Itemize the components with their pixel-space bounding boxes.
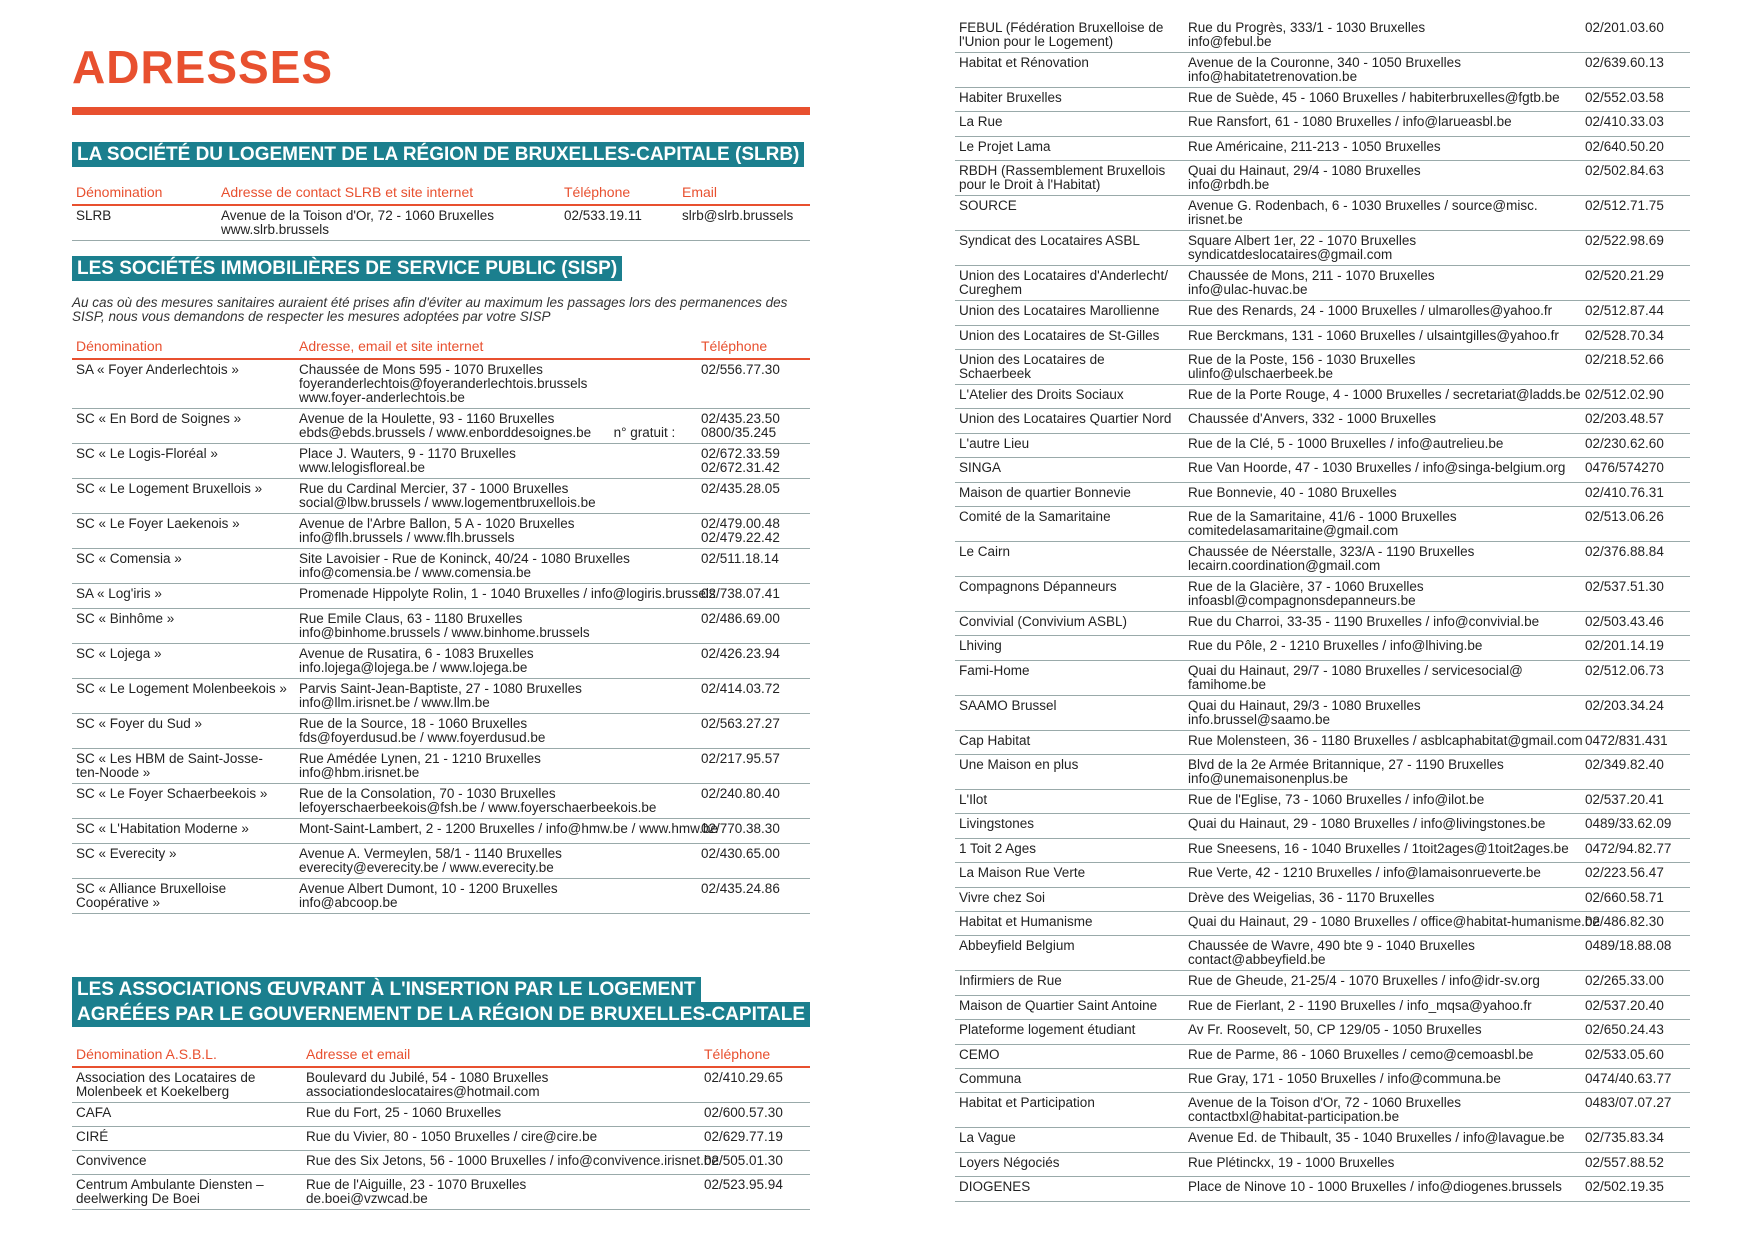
cell-phone: 02/513.06.26 — [1585, 508, 1664, 524]
table-row — [955, 1177, 1690, 1201]
cell-address: Rue de Fierlant, 2 - 1190 Bruxelles / info_mqsa@yahoo.fr — [1188, 997, 1532, 1013]
cell-name: CIRÉ — [76, 1129, 109, 1144]
table-row — [955, 611, 1690, 635]
cell-address: Avenue de la Couronne, 340 - 1050 Bruxelles info@habitatetrenovation.be — [1188, 55, 1461, 84]
table-row — [72, 844, 810, 879]
cell-name: Loyers Négociés — [959, 1154, 1060, 1170]
cell-phone: 02/426.23.94 — [701, 646, 780, 661]
cell-name: Comité de la Samaritaine — [959, 508, 1111, 524]
table-row — [955, 325, 1690, 349]
cell-phone: 02/240.80.40 — [701, 786, 780, 801]
cell-address: Rue du Fort, 25 - 1060 Bruxelles — [306, 1105, 502, 1120]
table-row — [955, 730, 1690, 754]
table-row — [72, 714, 810, 749]
cell-address: Rue de la Clé, 5 - 1000 Bruxelles / info@autrelieu.be — [1188, 435, 1504, 451]
cell-address: Rue de la Consolation, 70 - 1030 Bruxelles lefoyerschaerbeekois@fsh.be / www.foyerschaerbeekois.be — [299, 786, 657, 815]
slrb-table — [72, 180, 810, 241]
cell-name: SC « Le Foyer Schaerbeekois » — [76, 786, 268, 801]
cell-address: Rue de Parme, 86 - 1060 Bruxelles / cemo@cemoasbl.be — [1188, 1046, 1534, 1062]
cell-phone: 02/203.48.57 — [1585, 411, 1664, 427]
cell-phone: 02/511.18.14 — [701, 551, 779, 566]
cell-name: CEMO — [959, 1046, 1000, 1062]
cell-address: Chaussée de Mons 595 - 1070 Bruxelles foyeranderlechtois@foyeranderlechtois.brussels www.foyer-anderlechtois.be — [299, 362, 588, 405]
cell-name: 1 Toit 2 Ages — [959, 840, 1037, 856]
cell-phone: 02/533.19.11 — [564, 208, 642, 223]
cell-phone: 02/770.38.30 — [701, 821, 780, 836]
cell-address: Mont-Saint-Lambert, 2 - 1200 Bruxelles / info@hmw.be / www.hmw.be — [299, 821, 718, 836]
cell-phone: 02/410.33.03 — [1585, 114, 1664, 130]
cell-phone: 0474/40.63.77 — [1585, 1070, 1672, 1086]
table-row — [955, 409, 1690, 433]
table-row — [72, 444, 810, 479]
cell-address: Boulevard du Jubilé, 54 - 1080 Bruxelles associationdeslocataires@hotmail.com — [306, 1070, 549, 1099]
cell-phone: 02/410.76.31 — [1585, 484, 1664, 500]
cell-phone: 0472/94.82.77 — [1585, 840, 1672, 856]
cell-phone: 02/520.21.29 — [1585, 268, 1664, 284]
cell-address: Rue de la Glacière, 37 - 1060 Bruxelles infoasbl@compagnonsdepanneurs.be — [1188, 578, 1424, 608]
table-row — [72, 784, 810, 819]
sisp-note: Au cas où des mesures sanitaires auraient été prises afin d'éviter au maximum les passages lors des permanences des SISP, nous vous demandons de respecter les mesures adoptées par votre SISP — [72, 295, 788, 324]
table-row — [955, 349, 1690, 384]
cell-address: Avenue de la Toison d'Or, 72 - 1060 Bruxelles contactbxl@habitat-participation.be — [1188, 1095, 1462, 1125]
cell-phone: 02/230.62.60 — [1585, 435, 1664, 451]
cell-phone: 02/435.28.05 — [701, 481, 780, 496]
cell-name: RBDH (Rassemblement Bruxellois pour le Droit à l'Habitat) — [959, 163, 1166, 193]
cell-phone: 02/503.43.46 — [1585, 613, 1664, 629]
cell-address: Avenue de la Houlette, 93 - 1160 Bruxelles ebds@ebds.brussels / www.enborddesoignes.be n° gratuit : — [299, 411, 676, 440]
cell-name: SC « Lojega » — [76, 646, 162, 661]
cell-address: Rue du Pôle, 2 - 1210 Bruxelles / info@lhiving.be — [1188, 638, 1483, 654]
cell-address: Av Fr. Roosevelt, 50, CP 129/05 - 1050 Bruxelles — [1188, 1022, 1482, 1038]
cell-phone: 02/660.58.71 — [1585, 889, 1664, 905]
column-header: Adresse de contact SLRB et site internet — [221, 184, 474, 200]
cell-address: Rue de Gheude, 21-25/4 - 1070 Bruxelles / info@idr-sv.org — [1188, 973, 1540, 989]
table-row — [955, 887, 1690, 911]
cell-address: Chaussée de Mons, 211 - 1070 Bruxelles info@ulac-huvac.be — [1188, 268, 1435, 298]
cell-name: Union des Locataires de St-Gilles — [959, 327, 1160, 343]
cell-phone: 0476/574270 — [1585, 460, 1664, 476]
cell-phone: 02/533.05.60 — [1585, 1046, 1664, 1062]
cell-address: Promenade Hippolyte Rolin, 1 - 1040 Bruxelles / info@logiris.brussels — [299, 586, 716, 601]
cell-name: Communa — [959, 1070, 1022, 1086]
table-header-row — [72, 334, 810, 359]
cell-name: Union des Locataires Marollienne — [959, 303, 1160, 319]
cell-address: Rue Verte, 42 - 1210 Bruxelles / info@lamaisonrueverte.be — [1188, 865, 1541, 881]
cell-name: Cap Habitat — [959, 732, 1031, 748]
table-row — [72, 514, 810, 549]
cell-phone: 02/410.29.65 — [704, 1070, 783, 1085]
table-row — [955, 790, 1690, 814]
cell-address: Rue du Progrès, 333/1 - 1030 Bruxelles info@febul.be — [1188, 20, 1426, 49]
cell-name: SOURCE — [959, 198, 1017, 214]
cell-phone: 02/435.23.50 0800/35.245 — [701, 411, 780, 440]
cell-name: Plateforme logement étudiant — [959, 1022, 1136, 1038]
cell-name: SC « Le Foyer Laekenois » — [76, 516, 240, 531]
table-row — [72, 1103, 810, 1127]
column-header: Téléphone — [564, 184, 631, 200]
cell-address: Rue de la Source, 18 - 1060 Bruxelles fds@foyerdusud.be / www.foyerdusud.be — [299, 716, 546, 745]
table-row — [955, 936, 1690, 971]
table-row — [955, 576, 1690, 611]
table-row — [955, 1068, 1690, 1092]
cell-phone: 02/672.33.59 02/672.31.42 — [701, 446, 780, 475]
sisp-table — [72, 334, 810, 914]
cell-name: Abbeyfield Belgium — [959, 938, 1075, 954]
cell-name: FEBUL (Fédération Bruxelloise de l'Union pour le Logement) — [959, 20, 1164, 49]
cell-phone: 0483/07.07.27 — [1585, 1095, 1672, 1111]
cell-phone: 02/639.60.13 — [1585, 55, 1664, 70]
cell-name: SA « Log'iris » — [76, 586, 162, 601]
table-row — [955, 482, 1690, 506]
cell-address: Quai du Hainaut, 29/7 - 1080 Bruxelles / servicesocial@ famihome.be — [1188, 662, 1523, 692]
cell-phone: 02/479.00.48 02/479.22.42 — [701, 516, 780, 545]
cell-name: Union des Locataires de Schaerbeek — [959, 351, 1105, 381]
cell-phone: 02/430.65.00 — [701, 846, 780, 861]
cell-phone: 02/640.50.20 — [1585, 138, 1664, 154]
table-row — [72, 879, 810, 914]
cell-address: Rue de la Poste, 156 - 1030 Bruxelles ulinfo@ulschaerbeek.be — [1188, 351, 1416, 381]
table-row — [955, 660, 1690, 695]
cell-name: L'Ilot — [959, 792, 988, 808]
cell-phone: 02/735.83.34 — [1585, 1130, 1664, 1146]
cell-phone: 02/537.20.40 — [1585, 997, 1664, 1013]
cell-name: Lhiving — [959, 638, 1002, 654]
title-underline — [72, 107, 810, 115]
table-row — [955, 136, 1690, 160]
cell-name: Compagnons Dépanneurs — [959, 578, 1117, 594]
cell-name: L'Atelier des Droits Sociaux — [959, 386, 1124, 402]
table-row — [955, 196, 1690, 231]
cell-address: Rue Sneesens, 16 - 1040 Bruxelles / 1toit2ages@1toit2ages.be — [1188, 840, 1569, 856]
cell-phone: 0472/831.431 — [1585, 732, 1668, 748]
cell-phone: 02/557.88.52 — [1585, 1154, 1664, 1170]
cell-address: Rue Plétinckx, 19 - 1000 Bruxelles — [1188, 1154, 1395, 1170]
cell-name: La Maison Rue Verte — [959, 865, 1086, 881]
cell-name: SC « Foyer du Sud » — [76, 716, 203, 731]
table-row — [955, 1020, 1690, 1044]
cell-name: SC « Le Logement Bruxellois » — [76, 481, 263, 496]
cell-name: Maison de quartier Bonnevie — [959, 484, 1131, 500]
cell-phone: 02/505.01.30 — [704, 1153, 783, 1168]
cell-phone: 02/552.03.58 — [1585, 90, 1664, 105]
cell-phone: 02/522.98.69 — [1585, 233, 1664, 249]
cell-address: Site Lavoisier - Rue de Koninck, 40/24 - 1080 Bruxelles info@comensia.be / www.comensia.be — [299, 551, 630, 580]
table-row — [72, 644, 810, 679]
cell-email: slrb@slrb.brussels — [682, 208, 794, 223]
table-row — [72, 205, 810, 241]
table-row — [955, 231, 1690, 266]
cell-phone: 02/502.19.35 — [1585, 1179, 1664, 1195]
cell-address: Rue Amédée Lynen, 21 - 1210 Bruxelles info@hbm.irisnet.be — [299, 751, 541, 780]
cell-address: Rue Molensteen, 36 - 1180 Bruxelles / asblcaphabitat@gmail.com — [1188, 732, 1583, 748]
table-row — [955, 112, 1690, 136]
asbl-table-continued — [955, 18, 1690, 1202]
cell-address: Quai du Hainaut, 29/4 - 1080 Bruxelles info@rbdh.be — [1188, 163, 1421, 193]
cell-address: Avenue A. Vermeylen, 58/1 - 1140 Bruxelles everecity@everecity.be / www.everecity.be — [299, 846, 562, 875]
cell-phone: 02/512.87.44 — [1585, 303, 1664, 319]
cell-address: Avenue de Rusatira, 6 - 1083 Bruxelles info.lojega@lojega.be / www.lojega.be — [299, 646, 534, 675]
column-header: Dénomination — [76, 338, 163, 354]
table-row — [955, 1152, 1690, 1176]
cell-address: Avenue G. Rodenbach, 6 - 1030 Bruxelles / source@misc. irisnet.be — [1188, 198, 1538, 228]
cell-address: Rue Ransfort, 61 - 1080 Bruxelles / info@larueasbl.be — [1188, 114, 1512, 130]
cell-address: Avenue de l'Arbre Ballon, 5 A - 1020 Bruxelles info@flh.brussels / www.flh.brussels — [299, 516, 575, 545]
cell-name: Convivial (Convivium ASBL) — [959, 613, 1128, 629]
cell-phone: 02/502.84.63 — [1585, 163, 1664, 179]
column-header: Téléphone — [704, 1046, 771, 1062]
cell-phone: 02/218.52.66 — [1585, 351, 1664, 367]
cell-phone: 02/486.69.00 — [701, 611, 780, 626]
cell-name: SC « Comensia » — [76, 551, 182, 566]
cell-address: Rue du Charroi, 33-35 - 1190 Bruxelles / info@convivial.be — [1188, 613, 1540, 629]
cell-phone: 02/435.24.86 — [701, 881, 780, 896]
cell-name: SA « Foyer Anderlechtois » — [76, 362, 239, 377]
cell-address: Square Albert 1er, 22 - 1070 Bruxelles syndicatdeslocataires@gmail.com — [1188, 233, 1417, 263]
table-row — [955, 636, 1690, 660]
table-row — [72, 584, 810, 609]
cell-name: L'autre Lieu — [959, 435, 1030, 451]
cell-address: Rue de la Porte Rouge, 4 - 1000 Bruxelles / secretariat@ladds.be — [1188, 386, 1581, 402]
cell-name: Une Maison en plus — [959, 757, 1079, 773]
cell-address: Rue des Renards, 24 - 1000 Bruxelles / ulmarolles@yahoo.fr — [1188, 303, 1553, 319]
cell-phone: 02/201.03.60 — [1585, 20, 1664, 35]
cell-address: Rue de l'Aiguille, 23 - 1070 Bruxelles de.boei@vzwcad.be — [306, 1177, 527, 1206]
table-row — [72, 749, 810, 784]
section-heading-slrb: LA SOCIÉTÉ DU LOGEMENT DE LA RÉGION DE BRUXELLES-CAPITALE (SLRB) — [72, 142, 804, 167]
table-row — [955, 912, 1690, 936]
cell-address: Drève des Weigelias, 36 - 1170 Bruxelles — [1188, 889, 1435, 905]
cell-name: La Vague — [959, 1130, 1016, 1146]
table-row — [955, 838, 1690, 862]
table-row — [955, 814, 1690, 838]
table-row — [72, 549, 810, 584]
column-header: Dénomination — [76, 184, 163, 200]
cell-phone: 02/512.02.90 — [1585, 386, 1664, 402]
cell-phone: 02/650.24.43 — [1585, 1022, 1664, 1038]
table-row — [955, 863, 1690, 887]
table-row — [72, 1175, 810, 1210]
table-row — [955, 88, 1690, 112]
table-row — [955, 971, 1690, 995]
cell-address: Chaussée d'Anvers, 332 - 1000 Bruxelles — [1188, 411, 1436, 427]
table-row — [72, 609, 810, 644]
cell-name: Maison de Quartier Saint Antoine — [959, 997, 1158, 1013]
cell-phone: 02/201.14.19 — [1585, 638, 1664, 654]
cell-name: Le Projet Lama — [959, 138, 1051, 154]
table-row — [72, 679, 810, 714]
cell-address: Blvd de la 2e Armée Britannique, 27 - 1190 Bruxelles info@unemaisonenplus.be — [1188, 757, 1504, 787]
table-row — [72, 1067, 810, 1103]
column-header: Email — [682, 184, 718, 200]
cell-phone: 0489/18.88.08 — [1585, 938, 1672, 954]
cell-address: Place de Ninove 10 - 1000 Bruxelles / info@diogenes.brussels — [1188, 1179, 1562, 1195]
cell-address: Quai du Hainaut, 29 - 1080 Bruxelles / office@habitat-humanisme.be — [1188, 914, 1600, 930]
cell-name: SC « Binhôme » — [76, 611, 175, 626]
cell-name: SC « Everecity » — [76, 846, 177, 861]
table-row — [955, 301, 1690, 325]
cell-address: Rue Van Hoorde, 47 - 1030 Bruxelles / info@singa-belgium.org — [1188, 460, 1566, 476]
cell-address: Rue de Suède, 45 - 1060 Bruxelles / habiterbruxelles@fgtb.be — [1188, 90, 1560, 105]
cell-phone: 02/203.34.24 — [1585, 697, 1664, 713]
table-header-row — [72, 1042, 810, 1067]
cell-name: Centrum Ambulante Diensten – deelwerking De Boei — [76, 1177, 264, 1206]
cell-address: Avenue Albert Dumont, 10 - 1200 Bruxelles info@abcoop.be — [299, 881, 558, 910]
cell-phone: 02/414.03.72 — [701, 681, 780, 696]
table-row — [72, 1127, 810, 1151]
cell-phone: 02/223.56.47 — [1585, 865, 1664, 881]
cell-phone: 0489/33.62.09 — [1585, 816, 1672, 832]
cell-phone: 02/600.57.30 — [704, 1105, 783, 1120]
column-header: Adresse, email et site internet — [299, 338, 484, 354]
cell-address: Quai du Hainaut, 29/3 - 1080 Bruxelles info.brussel@saamo.be — [1188, 697, 1421, 727]
cell-name: Le Cairn — [959, 543, 1011, 559]
cell-name: DIOGENES — [959, 1179, 1031, 1195]
asbl-table — [72, 1042, 810, 1210]
cell-phone: 02/738.07.41 — [701, 586, 780, 601]
table-row — [955, 53, 1690, 88]
cell-name: Livingstones — [959, 816, 1035, 832]
table-row — [955, 458, 1690, 482]
table-row — [955, 161, 1690, 196]
cell-address: Rue du Vivier, 80 - 1050 Bruxelles / cire@cire.be — [306, 1129, 598, 1144]
cell-name: Vivre chez Soi — [959, 889, 1046, 905]
page-title: ADRESSES — [72, 41, 334, 93]
cell-phone: 02/349.82.40 — [1585, 757, 1664, 773]
table-row — [955, 384, 1690, 408]
cell-address: Rue des Six Jetons, 56 - 1000 Bruxelles / info@convivence.irisnet.be — [306, 1153, 719, 1168]
table-row — [72, 819, 810, 844]
table-row — [955, 18, 1690, 53]
cell-name: Habitat et Humanisme — [959, 914, 1093, 930]
cell-phone: 02/563.27.27 — [701, 716, 780, 731]
table-row — [72, 479, 810, 514]
cell-name: SC « En Bord de Soignes » — [76, 411, 242, 426]
table-row — [955, 1128, 1690, 1152]
cell-name: Fami-Home — [959, 662, 1030, 678]
cell-phone: 02/512.06.73 — [1585, 662, 1664, 678]
cell-phone: 02/629.77.19 — [704, 1129, 783, 1144]
cell-address: Chaussée de Wavre, 490 bte 9 - 1040 Bruxelles contact@abbeyfield.be — [1188, 938, 1475, 968]
cell-name: Infirmiers de Rue — [959, 973, 1062, 989]
cell-phone: 02/376.88.84 — [1585, 543, 1664, 559]
table-row — [955, 506, 1690, 541]
section-heading-asbl-line1: LES ASSOCIATIONS ŒUVRANT À L'INSERTION PAR LE LOGEMENT — [72, 977, 701, 1002]
section-heading-asbl-line2: AGRÉÉES PAR LE GOUVERNEMENT DE LA RÉGION DE BRUXELLES-CAPITALE — [72, 1002, 810, 1027]
table-row — [955, 995, 1690, 1019]
cell-name: Habitat et Rénovation — [959, 55, 1089, 70]
table-row — [955, 433, 1690, 457]
cell-phone: 02/528.70.34 — [1585, 327, 1664, 343]
cell-name: SINGA — [959, 460, 1002, 476]
cell-address: Rue Gray, 171 - 1050 Bruxelles / info@communa.be — [1188, 1070, 1501, 1086]
section-heading-sisp: LES SOCIÉTÉS IMMOBILIÈRES DE SERVICE PUBLIC (SISP) — [72, 256, 622, 281]
table-row — [955, 1093, 1690, 1128]
cell-name: Union des Locataires Quartier Nord — [959, 411, 1172, 427]
cell-phone: 02/486.82.30 — [1585, 914, 1664, 930]
cell-address: Place J. Wauters, 9 - 1170 Bruxelles www.lelogisfloreal.be — [299, 446, 516, 475]
column-header: Téléphone — [701, 338, 768, 354]
cell-address: Chaussée de Néerstalle, 323/A - 1190 Bruxelles lecairn.coordination@gmail.com — [1188, 543, 1475, 573]
cell-phone: 02/217.95.57 — [701, 751, 780, 766]
cell-phone: 02/512.71.75 — [1585, 198, 1664, 214]
cell-phone: 02/556.77.30 — [701, 362, 780, 377]
cell-name: La Rue — [959, 114, 1003, 130]
cell-address: Rue du Cardinal Mercier, 37 - 1000 Bruxelles social@lbw.brussels / www.logementbruxellois.be — [299, 481, 596, 510]
cell-address: Rue Américaine, 211-213 - 1050 Bruxelles — [1188, 138, 1441, 154]
cell-address: Rue Berckmans, 131 - 1060 Bruxelles / ulsaintgilles@yahoo.fr — [1188, 327, 1559, 343]
cell-phone: 02/537.20.41 — [1585, 792, 1664, 808]
cell-name: SC « Le Logis-Floréal » — [76, 446, 218, 461]
cell-name: Habitat et Participation — [959, 1095, 1095, 1111]
cell-name: Convivence — [76, 1153, 147, 1168]
cell-name: SAAMO Brussel — [959, 697, 1057, 713]
cell-name: Habiter Bruxelles — [959, 90, 1062, 105]
cell-name: SC « Les HBM de Saint-Josse- ten-Noode » — [76, 751, 263, 780]
cell-name: SC « Alliance Bruxelloise Coopérative » — [76, 881, 227, 910]
column-header: Dénomination A.S.B.L. — [76, 1046, 217, 1062]
cell-name: Association des Locataires de Molenbeek et Koekelberg — [76, 1070, 256, 1099]
cell-address: Rue Bonnevie, 40 - 1080 Bruxelles — [1188, 484, 1397, 500]
cell-phone: 02/265.33.00 — [1585, 973, 1664, 989]
table-header-row — [72, 180, 810, 205]
table-row — [955, 1044, 1690, 1068]
cell-address: Parvis Saint-Jean-Baptiste, 27 - 1080 Bruxelles info@llm.irisnet.be / www.llm.be — [299, 681, 582, 710]
column-header: Adresse et email — [306, 1046, 411, 1062]
table-row — [72, 409, 810, 444]
cell-name: Syndicat des Locataires ASBL — [959, 233, 1140, 249]
table-row — [955, 695, 1690, 730]
cell-address: Rue Emile Claus, 63 - 1180 Bruxelles info@binhome.brussels / www.binhome.brussels — [299, 611, 590, 640]
cell-name: CAFA — [76, 1105, 112, 1120]
cell-name: SLRB — [76, 208, 112, 223]
cell-address: Avenue de la Toison d'Or, 72 - 1060 Bruxelles www.slrb.brussels — [221, 208, 495, 237]
cell-address: Avenue Ed. de Thibault, 35 - 1040 Bruxelles / info@lavague.be — [1188, 1130, 1565, 1146]
table-row — [955, 755, 1690, 790]
cell-address: Quai du Hainaut, 29 - 1080 Bruxelles / info@livingstones.be — [1188, 816, 1546, 832]
cell-address: Rue de la Samaritaine, 41/6 - 1000 Bruxelles comitedelasamaritaine@gmail.com — [1188, 508, 1457, 538]
cell-name: SC « Le Logement Molenbeekois » — [76, 681, 287, 696]
cell-address: Rue de l'Eglise, 73 - 1060 Bruxelles / info@ilot.be — [1188, 792, 1485, 808]
cell-phone: 02/523.95.94 — [704, 1177, 783, 1192]
table-row — [72, 1151, 810, 1175]
cell-name: Union des Locataires d'Anderlecht/ Cureghem — [959, 268, 1168, 298]
cell-phone: 02/537.51.30 — [1585, 578, 1664, 594]
table-row — [72, 359, 810, 409]
table-row — [955, 266, 1690, 301]
table-row — [955, 541, 1690, 576]
cell-name: SC « L'Habitation Moderne » — [76, 821, 249, 836]
